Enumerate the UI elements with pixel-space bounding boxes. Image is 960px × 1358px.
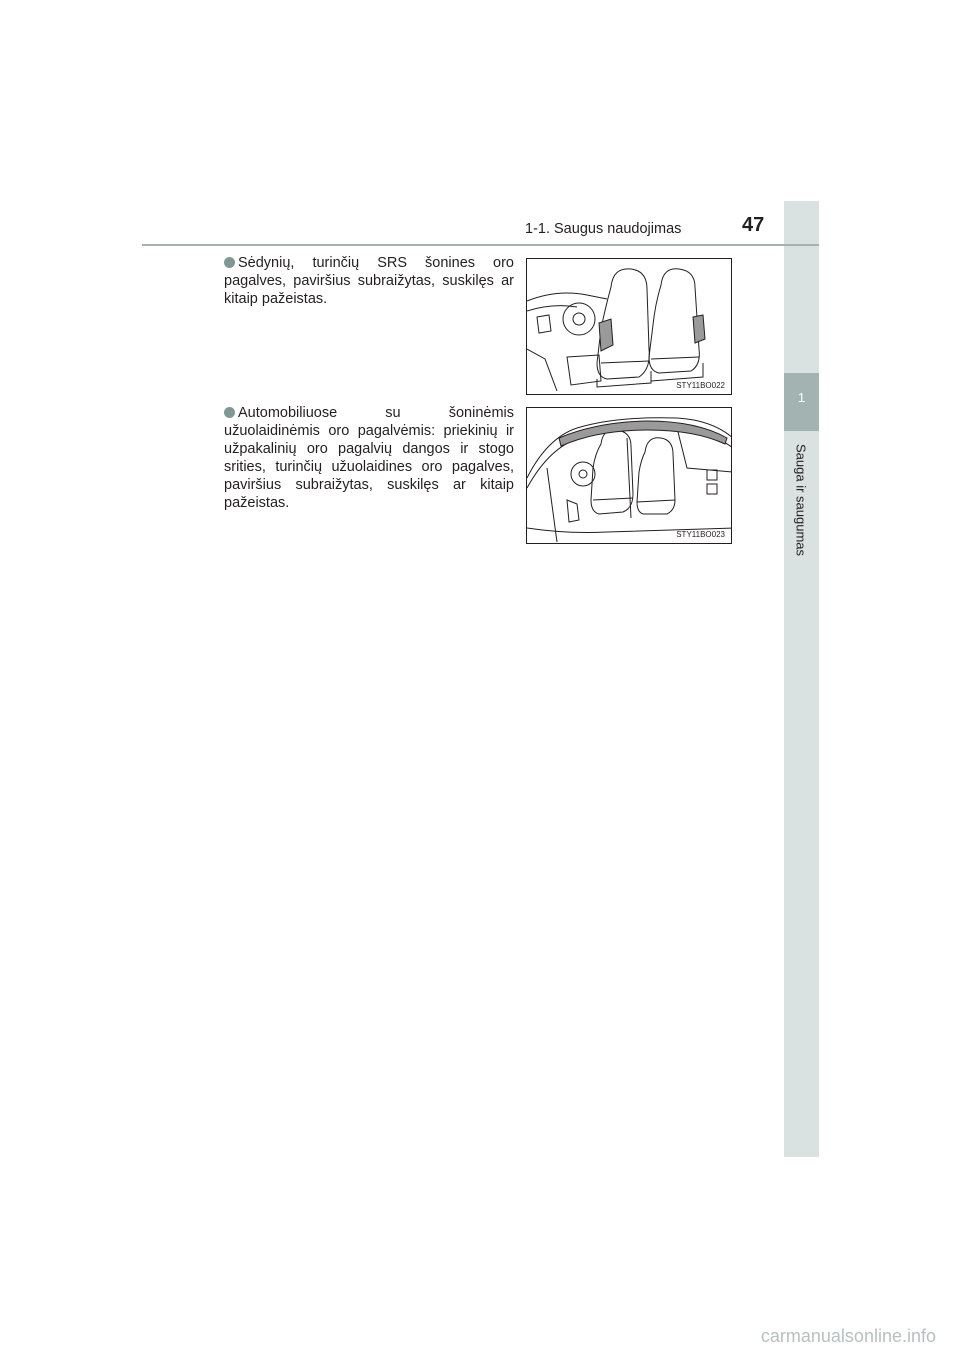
chapter-number: 1 <box>797 390 806 405</box>
seat-side-airbag-icon <box>527 259 732 395</box>
bullet-text: Automobiliuose su šoninėmis užuolaidinėmis oro pagalvėmis: priekinių ir užpakalinių oro pagalvių dangos ir stogo srities, turinčių užuolaidines oro pagalves, paviršius subraižytas, suskilęs ar kitaip pažeistas. <box>224 405 514 511</box>
bullet-dot-icon <box>224 257 235 268</box>
curtain-airbag-icon <box>527 408 732 544</box>
figure-code: STY11BO023 <box>676 530 725 539</box>
footer-watermark: carmanualsonline.info <box>760 1326 936 1346</box>
figure-curtain-airbag <box>526 407 732 544</box>
page-number: 47 <box>742 214 765 236</box>
bullet-dot-icon <box>224 407 235 418</box>
bullet-text: Sėdynių, turinčių SRS šonines oro pagalves, paviršius subraižytas, suskilęs ar kitaip pažeistas. <box>224 255 514 307</box>
figure-code: STY11BO022 <box>676 381 725 390</box>
chapter-label: Sauga ir saugumas <box>793 443 809 557</box>
chapter-side-tab <box>784 201 819 1157</box>
bullet-item-2 <box>224 404 514 512</box>
bullet-item-1 <box>224 254 514 308</box>
figure-seat-side-airbag <box>526 258 732 395</box>
section-title: 1-1. Saugus naudojimas <box>525 221 682 237</box>
header-rule <box>142 244 819 246</box>
